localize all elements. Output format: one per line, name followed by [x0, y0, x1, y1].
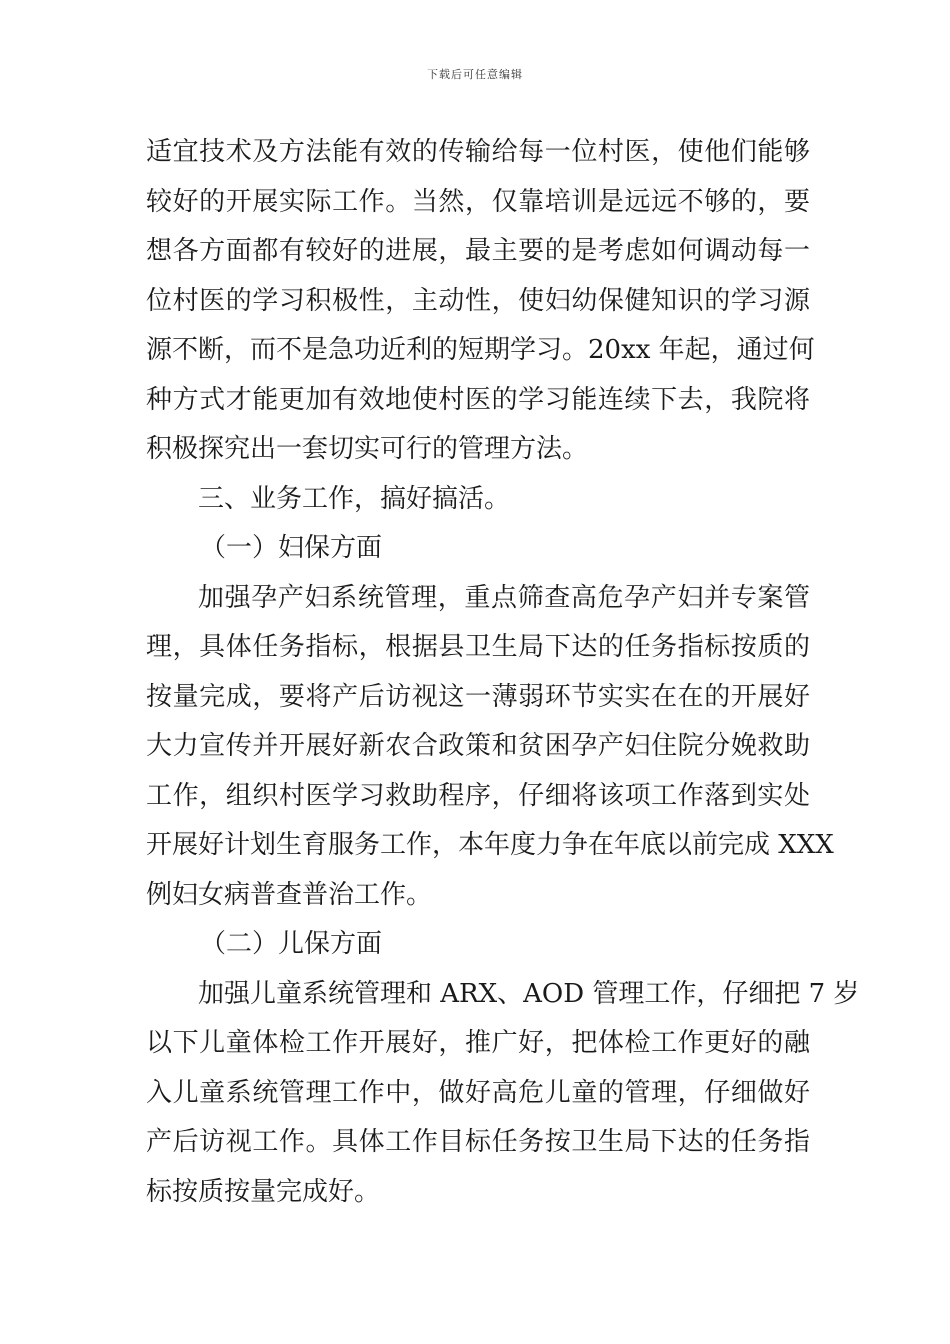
section-heading-text: 三、业务工作，搞好搞活。	[198, 483, 511, 514]
text-line: 积极探究出一套切实可行的管理方法。	[146, 434, 589, 464]
text-line: 以下儿童体检工作开展好，推广好，把体检工作更好的融	[146, 1028, 810, 1058]
text-line: 想各方面都有较好的进展，最主要的是考虑如何调动每一	[146, 236, 810, 266]
paragraph-training	[146, 128, 815, 475]
subsection-heading-1	[146, 524, 810, 574]
paragraph-maternal-care	[146, 574, 834, 921]
text-line: 位村医的学习积极性，主动性，使妇幼保健知识的学习源	[146, 285, 810, 316]
text-line: 加强孕产妇系统管理，重点筛查高危孕产妇并专案管	[198, 582, 810, 613]
text-line: 较好的开展实际工作。当然，仅靠培训是远远不够的，要	[146, 186, 810, 217]
subsection-heading-text: （二）儿保方面	[200, 929, 383, 959]
text-line: 种方式才能更加有效地使村医的学习能连续下去，我院将	[146, 384, 810, 415]
subsection-heading-text: （一）妇保方面	[200, 533, 383, 563]
text-line: 大力宣传并开展好新农合政策和贫困孕产妇住院分娩救助	[146, 731, 810, 761]
text-line: 入儿童系统管理工作中，做好高危儿童的管理，仔细做好	[146, 1077, 810, 1108]
text-line: 例妇女病普查普治工作。	[146, 879, 433, 910]
text-line: 工作，组织村医学习救助程序，仔细将该项工作落到实处	[146, 780, 810, 811]
subsection-heading-2	[146, 920, 810, 970]
text-line: 标按质按量完成好。	[146, 1176, 381, 1207]
text-line: 源不断，而不是急功近利的短期学习。20xx 年起，通过何	[146, 335, 815, 365]
text-line: 加强儿童系统管理和 ARX、AOD 管理工作，仔细把 7 岁	[198, 978, 860, 1009]
text-line: 理，具体任务指标，根据县卫生局下达的任务指标按质的	[146, 632, 810, 662]
document-body	[146, 128, 860, 1217]
paragraph-child-care	[146, 970, 860, 1218]
page-header-note: 下载后可任意编辑	[427, 68, 523, 81]
text-line: 开展好计划生育服务工作，本年度力争在年底以前完成 XXX	[146, 830, 834, 860]
text-line: 适宜技术及方法能有效的传输给每一位村医，使他们能够	[146, 137, 810, 167]
text-line: 产后访视工作。具体工作目标任务按卫生局下达的任务指	[146, 1127, 810, 1157]
section-heading-3	[146, 475, 810, 525]
text-line: 按量完成，要将产后访视这一薄弱环节实实在在的开展好	[146, 681, 810, 712]
